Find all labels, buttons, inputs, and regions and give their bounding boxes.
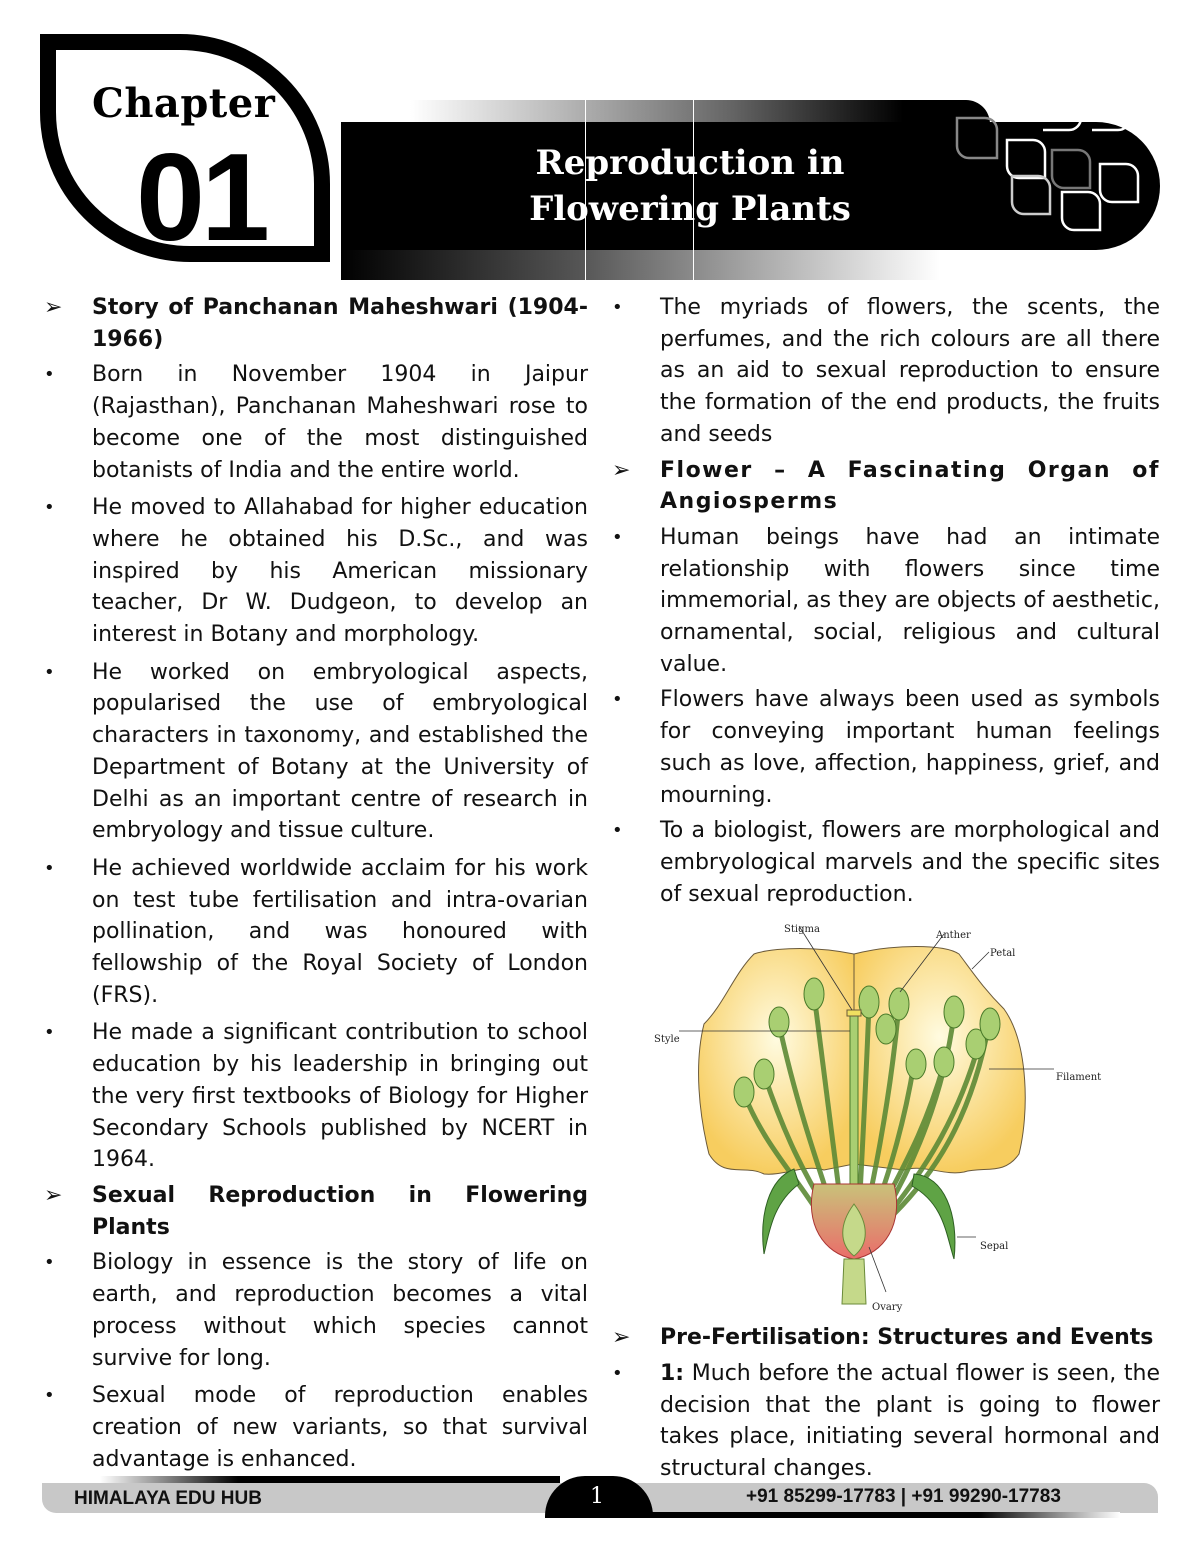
list-item bbox=[44, 1380, 588, 1475]
arrow-bullet-icon: ➢ bbox=[612, 1325, 631, 1351]
bullet-icon: • bbox=[44, 857, 55, 879]
section-heading bbox=[44, 292, 588, 355]
bullet-icon: • bbox=[44, 1022, 55, 1044]
chapter-number: 01 bbox=[136, 129, 266, 267]
list-item-text: Biology in essence is the story of life on earth, and reproduction becomes a vital process without which species cannot survive for long. bbox=[92, 1250, 588, 1371]
list-item bbox=[612, 292, 1160, 451]
label-filament: Filament bbox=[1056, 1072, 1102, 1084]
leaf-shape bbox=[1100, 164, 1138, 202]
leaf-shape bbox=[1052, 150, 1090, 188]
list-item bbox=[44, 1017, 588, 1176]
page-number: 1 bbox=[590, 1484, 604, 1509]
leaf-shape bbox=[957, 118, 997, 158]
section-heading bbox=[612, 1322, 1160, 1354]
list-item-text: The myriads of flowers, the scents, the perfumes, and the rich colours are all there as an aid to sexual reproduction to ensure the formation of the end products, the fruits and seeds bbox=[660, 295, 1160, 447]
list-item-text: He worked on embryological aspects, popularised the use of embryological characters in taxonomy, and established the Department of Botany at the University of Delhi as an important centre of research in embryology and tissue culture. bbox=[92, 659, 588, 844]
heading-text: Sexual Reproduction in Flowering Plants bbox=[92, 1182, 588, 1240]
arrow-bullet-icon: ➢ bbox=[44, 295, 63, 320]
list-item-text: He made a significant contribution to school education by his leadership in bringing out the very first textbooks of Biology for Higher Secondary Schools published by NCERT in 1964. bbox=[92, 1020, 588, 1173]
bullet-icon: • bbox=[44, 661, 55, 683]
bullet-icon: • bbox=[612, 297, 623, 318]
list-item bbox=[44, 657, 588, 847]
chapter-label: Chapter bbox=[92, 80, 276, 127]
list-item bbox=[44, 853, 588, 1012]
label-stigma: Stigma bbox=[784, 924, 820, 936]
list-item bbox=[44, 359, 588, 486]
section-heading bbox=[612, 455, 1160, 518]
page-title bbox=[430, 140, 950, 232]
list-item-text: Human beings have had an intimate relationship with flowers since time immemorial, as they are objects of aesthetic, ornamental, social, religious and cultural value. bbox=[660, 524, 1160, 677]
bullet-icon: • bbox=[612, 1363, 623, 1385]
title-line-2: Flowering Plants bbox=[529, 189, 851, 229]
arrow-bullet-icon: ➢ bbox=[612, 457, 632, 483]
leaf-shape bbox=[1012, 176, 1050, 214]
item-number: 1: bbox=[660, 1361, 685, 1387]
banner-gradient-top bbox=[410, 100, 990, 124]
sepal-left bbox=[763, 1169, 799, 1254]
bullet-icon: • bbox=[44, 364, 55, 386]
label-anther: Anther bbox=[936, 930, 971, 942]
stigma bbox=[847, 1010, 861, 1016]
list-item bbox=[44, 492, 588, 651]
leaf-shape bbox=[1043, 118, 1081, 130]
bullet-icon: • bbox=[612, 820, 623, 842]
list-item-text: Born in November 1904 in Jaipur (Rajasthan), Panchanan Maheshwari rose to become one of the most distinguished botanists of India and the entire world. bbox=[92, 362, 588, 483]
list-item-text: Much before the actual flower is seen, the decision that the plant is going to flower takes place, initiating several hormonal and structural changes. bbox=[660, 1361, 1160, 1482]
list-item bbox=[612, 684, 1160, 811]
list-item-text: He moved to Allahabad for higher education where he obtained his D.Sc., and was inspired by his American missionary teacher, Dr W. Dudgeon, to develop an interest in Botany and morphology. bbox=[92, 495, 588, 648]
list-item-text: To a biologist, flowers are morphological and embryological marvels and the specific sites of sexual reproduction. bbox=[660, 818, 1160, 907]
stalk bbox=[842, 1259, 866, 1304]
leaf-pattern-icon bbox=[945, 100, 1165, 260]
heading-text: Story of Panchanan Maheshwari (1904-1966) bbox=[92, 295, 588, 352]
bullet-icon: • bbox=[44, 1252, 55, 1274]
leaf-shape bbox=[1007, 140, 1045, 178]
footer-accent-line bbox=[100, 1476, 560, 1483]
heading-text: Flower – A Fascinating Organ of Angiosperms bbox=[660, 457, 1160, 515]
list-item bbox=[612, 815, 1160, 910]
footer-brand: HIMALAYA EDU HUB bbox=[74, 1488, 262, 1509]
footer-phone: +91 85299-17783 | +91 99290-17783 bbox=[746, 1486, 1061, 1507]
divider-line bbox=[340, 64, 341, 280]
list-item bbox=[44, 1247, 588, 1374]
label-sepal: Sepal bbox=[980, 1241, 1009, 1253]
list-item bbox=[612, 1358, 1160, 1485]
list-item-text: Sexual mode of reproduction enables creation of new variants, so that survival advantage is enhanced. bbox=[92, 1383, 588, 1472]
bullet-icon: • bbox=[612, 526, 623, 548]
section-heading bbox=[44, 1180, 588, 1243]
footer-accent-line bbox=[650, 1512, 1120, 1518]
label-style: Style bbox=[654, 1034, 680, 1046]
sepal-right bbox=[912, 1174, 955, 1259]
chapter-badge bbox=[40, 34, 330, 267]
label-ovary: Ovary bbox=[872, 1302, 903, 1314]
leaf-shape bbox=[1092, 118, 1130, 130]
flower-illustration bbox=[654, 914, 1114, 1314]
title-line-1: Reproduction in bbox=[535, 143, 845, 183]
list-item-text: He achieved worldwide acclaim for his work on test tube fertilisation and intra-ovarian pollination, and was honoured with fellowship of the Royal Society of London (FRS). bbox=[92, 855, 588, 1008]
flower-diagram bbox=[654, 914, 1114, 1314]
bullet-icon: • bbox=[44, 1385, 55, 1407]
bullet-icon: • bbox=[44, 497, 55, 519]
banner-gradient-bottom bbox=[340, 250, 940, 280]
list-item-text: Flowers have always been used as symbols for conveying important human feelings such as love, affection, happiness, grief, and mourning. bbox=[660, 687, 1160, 808]
arrow-bullet-icon: ➢ bbox=[44, 1182, 63, 1208]
heading-text: Pre-Fertilisation: Structures and Events bbox=[660, 1325, 1154, 1351]
leaf-shape bbox=[1062, 192, 1100, 230]
left-column bbox=[44, 292, 588, 1479]
label-petal: Petal bbox=[990, 948, 1016, 960]
list-item bbox=[612, 522, 1160, 681]
bullet-icon: • bbox=[612, 689, 623, 711]
right-column bbox=[612, 292, 1160, 1489]
